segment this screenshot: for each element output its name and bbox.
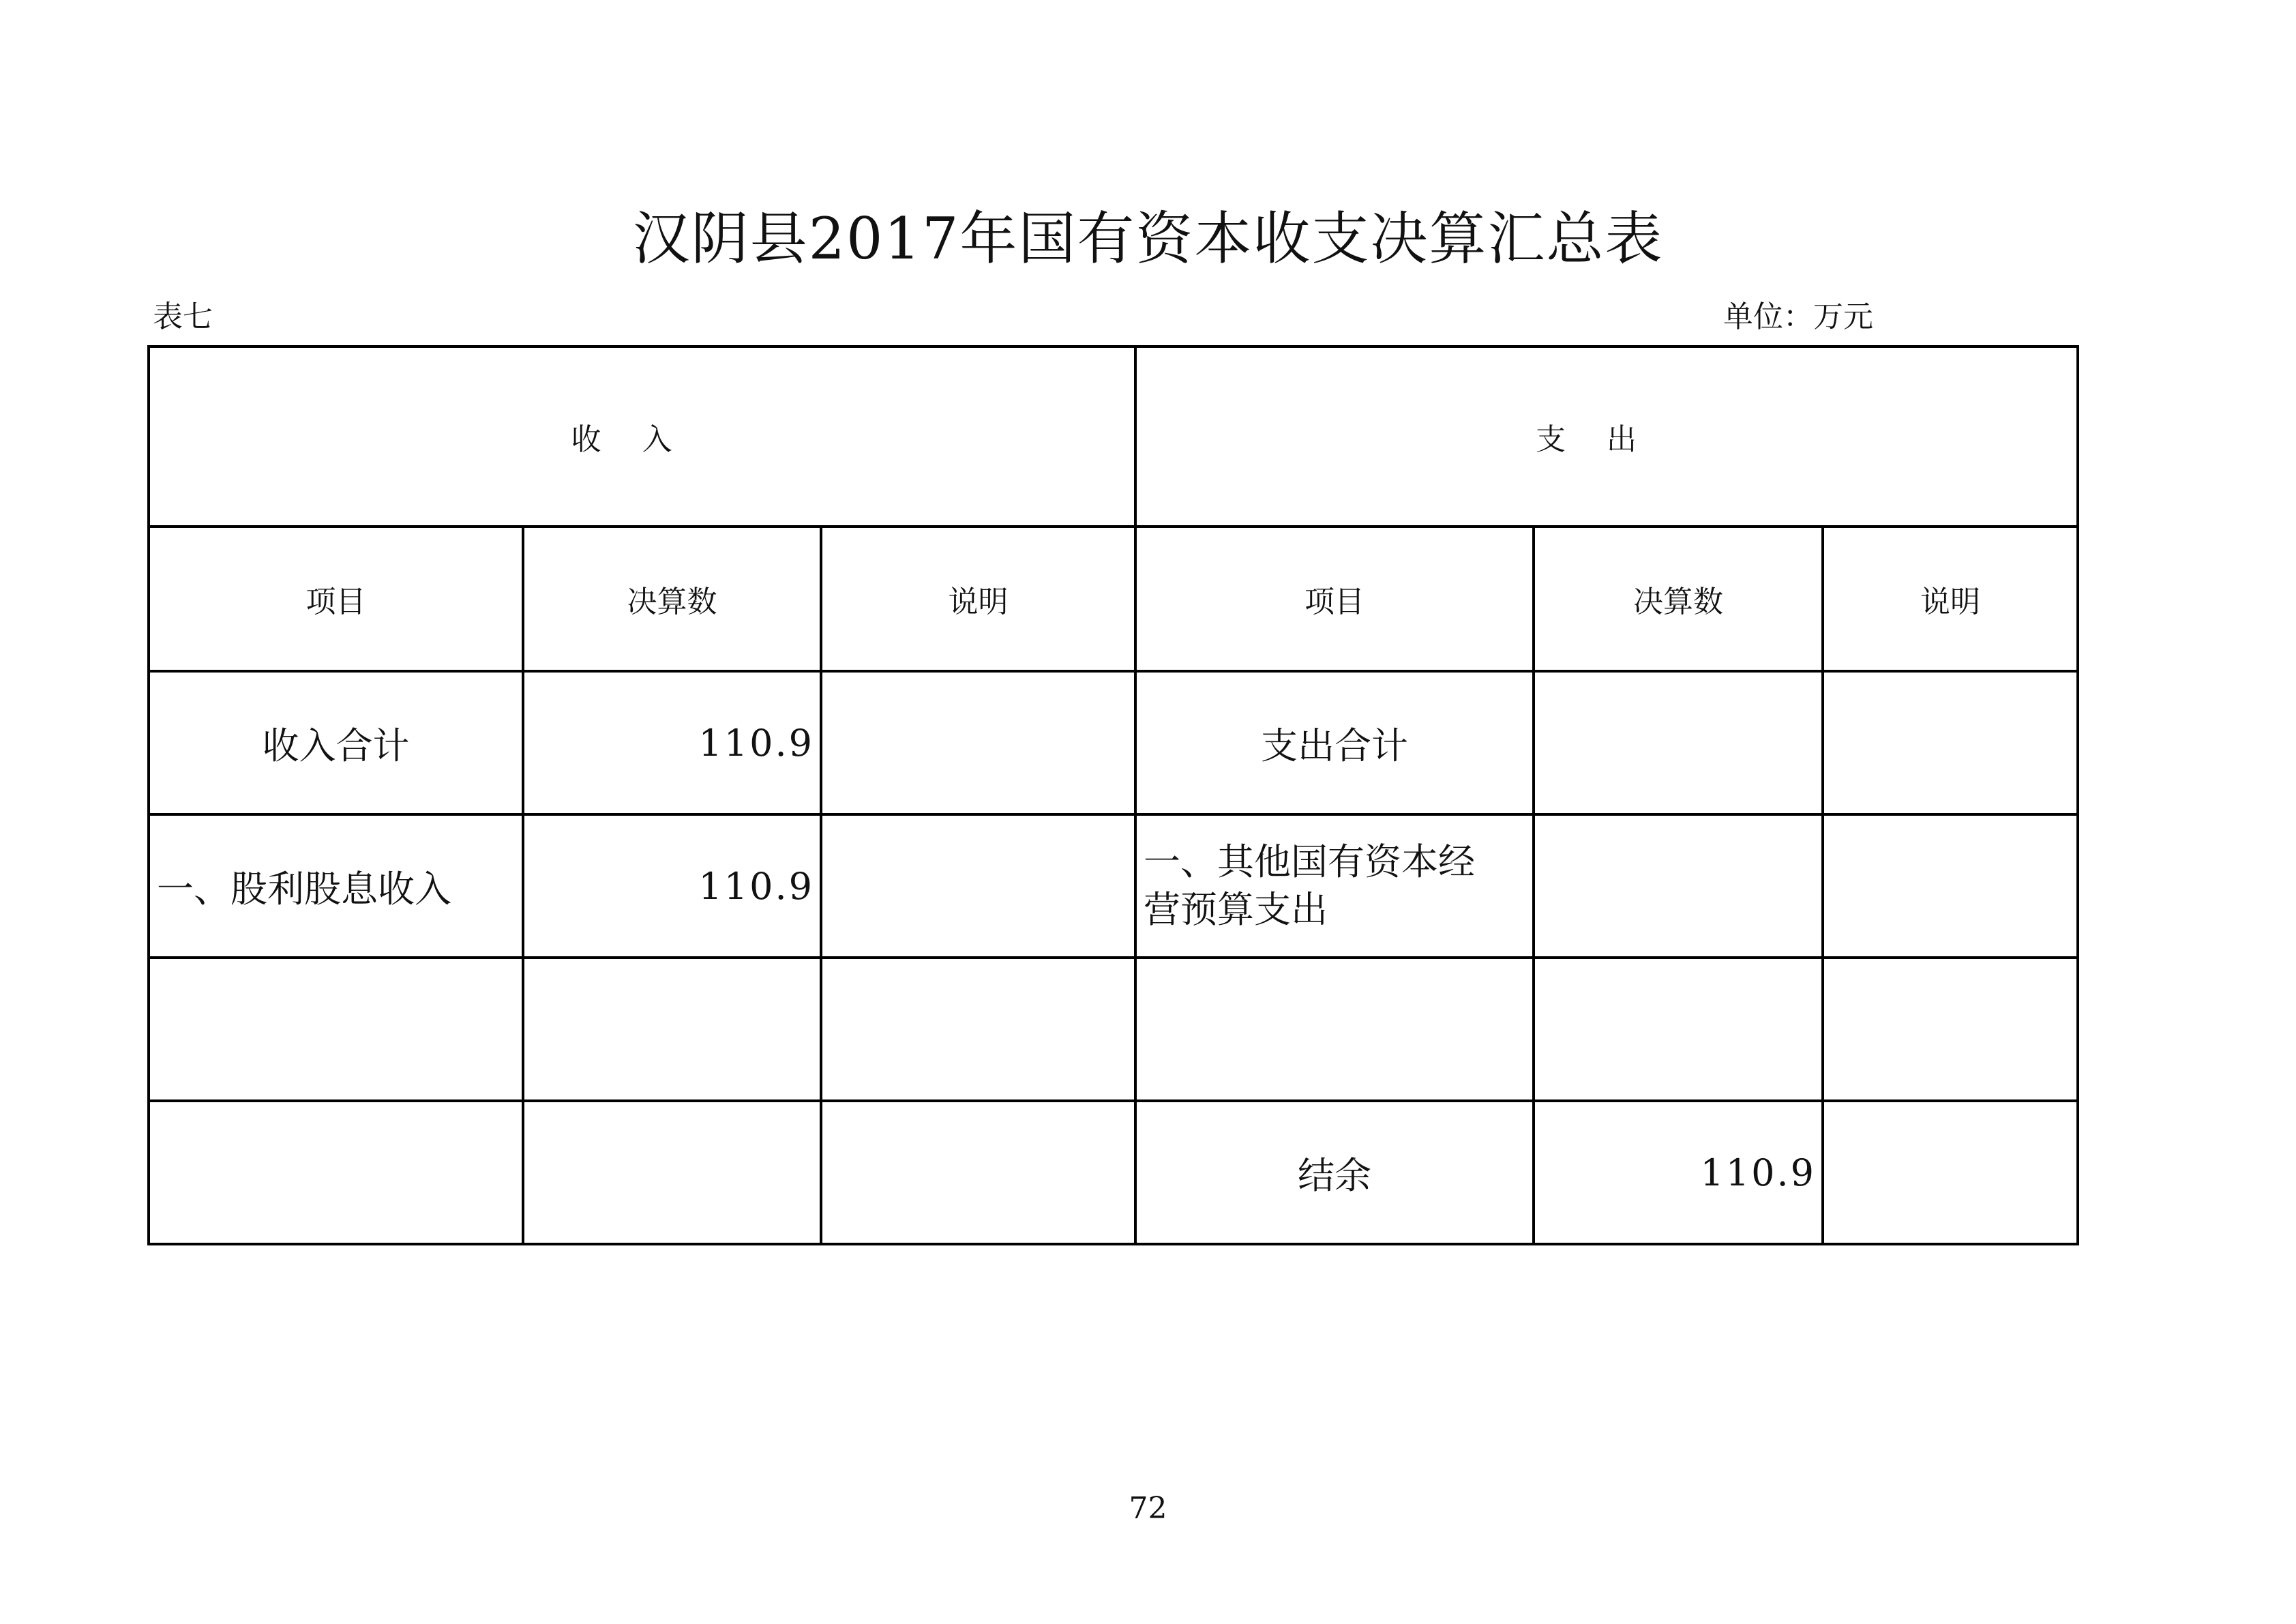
col-header-note: 说明 [1823,527,2078,671]
page-number: 72 [1129,1491,1167,1526]
income-amount-cell: 110.9 [523,814,821,958]
expense-item-line: 一、其他国有资本经 [1144,840,1475,883]
income-item-cell [149,958,523,1101]
table-label: 表七 [153,299,213,334]
col-header-note: 说明 [821,527,1135,671]
income-section-header: 收入 [149,346,1135,527]
col-header-amount: 决算数 [1534,527,1823,671]
expense-note-cell [1823,671,2078,814]
expense-note-cell [1823,1101,2078,1244]
expense-note-cell [1823,958,2078,1101]
table-row [149,1101,2078,1244]
income-note-cell [821,1101,1135,1244]
expense-amount-cell [1534,814,1823,958]
expense-item-line: 营预算支出 [1144,888,1328,931]
column-header-row [149,527,2078,671]
income-amount-cell [523,958,821,1101]
expense-amount-cell [1534,958,1823,1101]
expense-item-cell: 结余 [1135,1101,1534,1244]
expense-item-cell [1135,958,1534,1101]
expense-section-header: 支出 [1135,346,2078,527]
income-amount-cell [523,1101,821,1244]
summary-table [147,345,2079,1245]
income-item-cell: 一、股利股息收入 [149,814,523,958]
expense-note-cell [1823,814,2078,958]
expense-amount-cell [1534,671,1823,814]
income-note-cell [821,958,1135,1101]
section-header-row [149,346,2078,527]
income-item-cell: 收入合计 [149,671,523,814]
unit-label: 单位：万元 [1723,299,1873,334]
col-header-item: 项目 [1135,527,1534,671]
expense-item-cell [1135,814,1534,958]
income-note-cell [821,814,1135,958]
income-amount-cell: 110.9 [523,671,821,814]
table-row [149,958,2078,1101]
expense-amount-cell: 110.9 [1534,1101,1823,1244]
col-header-amount: 决算数 [523,527,821,671]
page-title: 汉阴县2017年国有资本收支决算汇总表 [632,205,1664,272]
income-item-cell [149,1101,523,1244]
expense-item-cell: 支出合计 [1135,671,1534,814]
income-note-cell [821,671,1135,814]
table-row [149,671,2078,814]
col-header-item: 项目 [149,527,523,671]
table-row [149,814,2078,958]
